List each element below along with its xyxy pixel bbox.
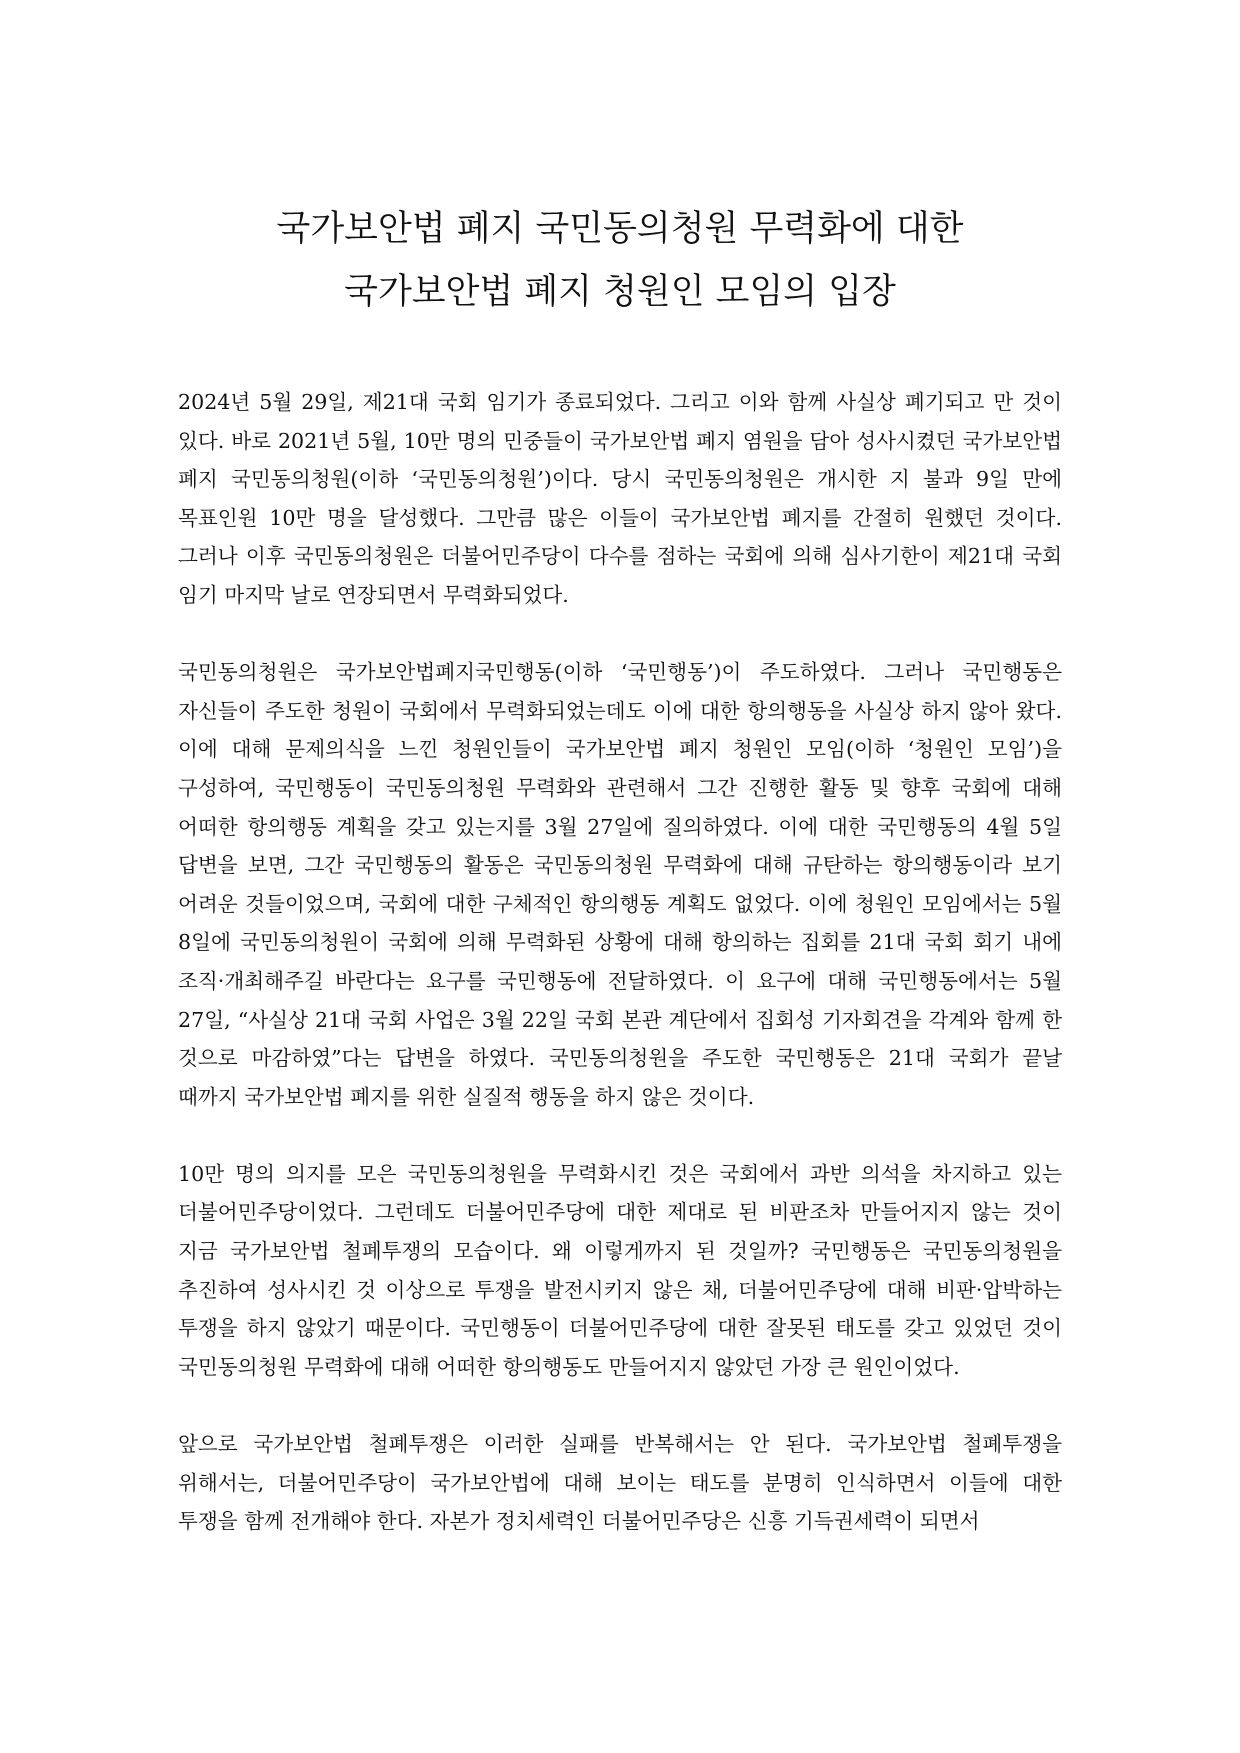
paragraph-2: 국민동의청원은 국가보안법폐지국민행동(이하 ‘국민행동’)이 주도하였다. 그러나 국민행동은 자신들이 주도한 청원이 국회에서 무력화되었는데도 이에 대한 항의행동을 사실상 하지 않아 왔다. 이에 대해 문제의식을 느낀 청원인들이 국가보안법 폐지 청원인 모임(이하 ‘청원인 모임’)을 구성하여, 국민행동이 국민동의청원 무력화와 관련해서 그간 진행한 활동 및 향후 국회에 대해 어떠한 항의행동 계획을 갖고 있는지를 3월 27일에 질의하였다. 이에 대한 국민행동의 4월 5일 답변을 보면, 그간 국민행동의 활동은 국민동의청원 무력화에 대해 규탄하는 항의행동이라 보기 어려운 것들이었으며, 국회에 대한 구체적인 항의행동 계획도 없었다. 이에 청원인 모임에서는 5월 8일에 국민동의청원이 국회에 의해 무력화된 상황에 대해 항의하는 집회를 21대 국회 회기 내에 조직·개최해주길 바란다는 요구를 국민행동에 전달하였다. 이 요구에 대해 국민행동에서는 5월 27일, “사실상 21대 국회 사업은 3월 22일 국회 본관 계단에서 집회성 기자회견을 각계와 함께 한 것으로 마감하였”다는 답변을 하였다. 국민동의청원을 주도한 국민행동은 21대 국회가 끝날 때까지 국가보안법 폐지를 위한 실질적 행동을 하지 않은 것이다. bbox=[178, 660, 1062, 1109]
paragraph-4: 앞으로 국가보안법 철폐투쟁은 이러한 실패를 반복해서는 안 된다. 국가보안법 철폐투쟁을 위해서는, 더불어민주당이 국가보안법에 대해 보이는 태도를 분명히 인식하면서 이들에 대한 투쟁을 함께 전개해야 한다. 자본가 정치세력인 더불어민주당은 신흥 기득권세력이 되면서 bbox=[178, 1432, 1062, 1534]
document-body bbox=[178, 383, 1062, 1579]
title-line-2: 국가보안법 폐지 청원인 모임의 입장 bbox=[344, 272, 896, 312]
paragraph-1: 2024년 5월 29일, 제21대 국회 임기가 종료되었다. 그리고 이와 함께 사실상 폐기되고 만 것이 있다. 바로 2021년 5월, 10만 명의 민중들이 국가보안법 폐지 염원을 담아 성사시켰던 국가보안법 폐지 국민동의청원(이하 ‘국민동의청원’)이다. 당시 국민동의청원은 개시한 지 불과 9일 만에 목표인원 10만 명을 달성했다. 그만큼 많은 이들이 국가보안법 폐지를 간절히 원했던 것이다. 그러나 이후 국민동의청원은 더불어민주당이 다수를 점하는 국회에 의해 심사기한이 제21대 국회 임기 마지막 날로 연장되면서 무력화되었다. bbox=[178, 390, 1062, 607]
title-line-1: 국가보안법 폐지 국민동의청원 무력화에 대한 bbox=[276, 209, 964, 249]
document-title bbox=[0, 198, 1240, 324]
paragraph-3: 10만 명의 의지를 모은 국민동의청원을 무력화시킨 것은 국회에서 과반 의석을 차지하고 있는 더불어민주당이었다. 그런데도 더불어민주당에 대한 제대로 된 비판조차 만들어지지 않는 것이 지금 국가보안법 철폐투쟁의 모습이다. 왜 이렇게까지 된 것일까? 국민행동은 국민동의청원을 추진하여 성사시킨 것 이상으로 투쟁을 발전시키지 않은 채, 더불어민주당에 대해 비판·압박하는 투쟁을 하지 않았기 때문이다. 국민행동이 더불어민주당에 대한 잘못된 태도를 갖고 있었던 것이 국민동의청원 무력화에 대해 어떠한 항의행동도 만들어지지 않았던 가장 큰 원인이었다. bbox=[178, 1161, 1062, 1379]
